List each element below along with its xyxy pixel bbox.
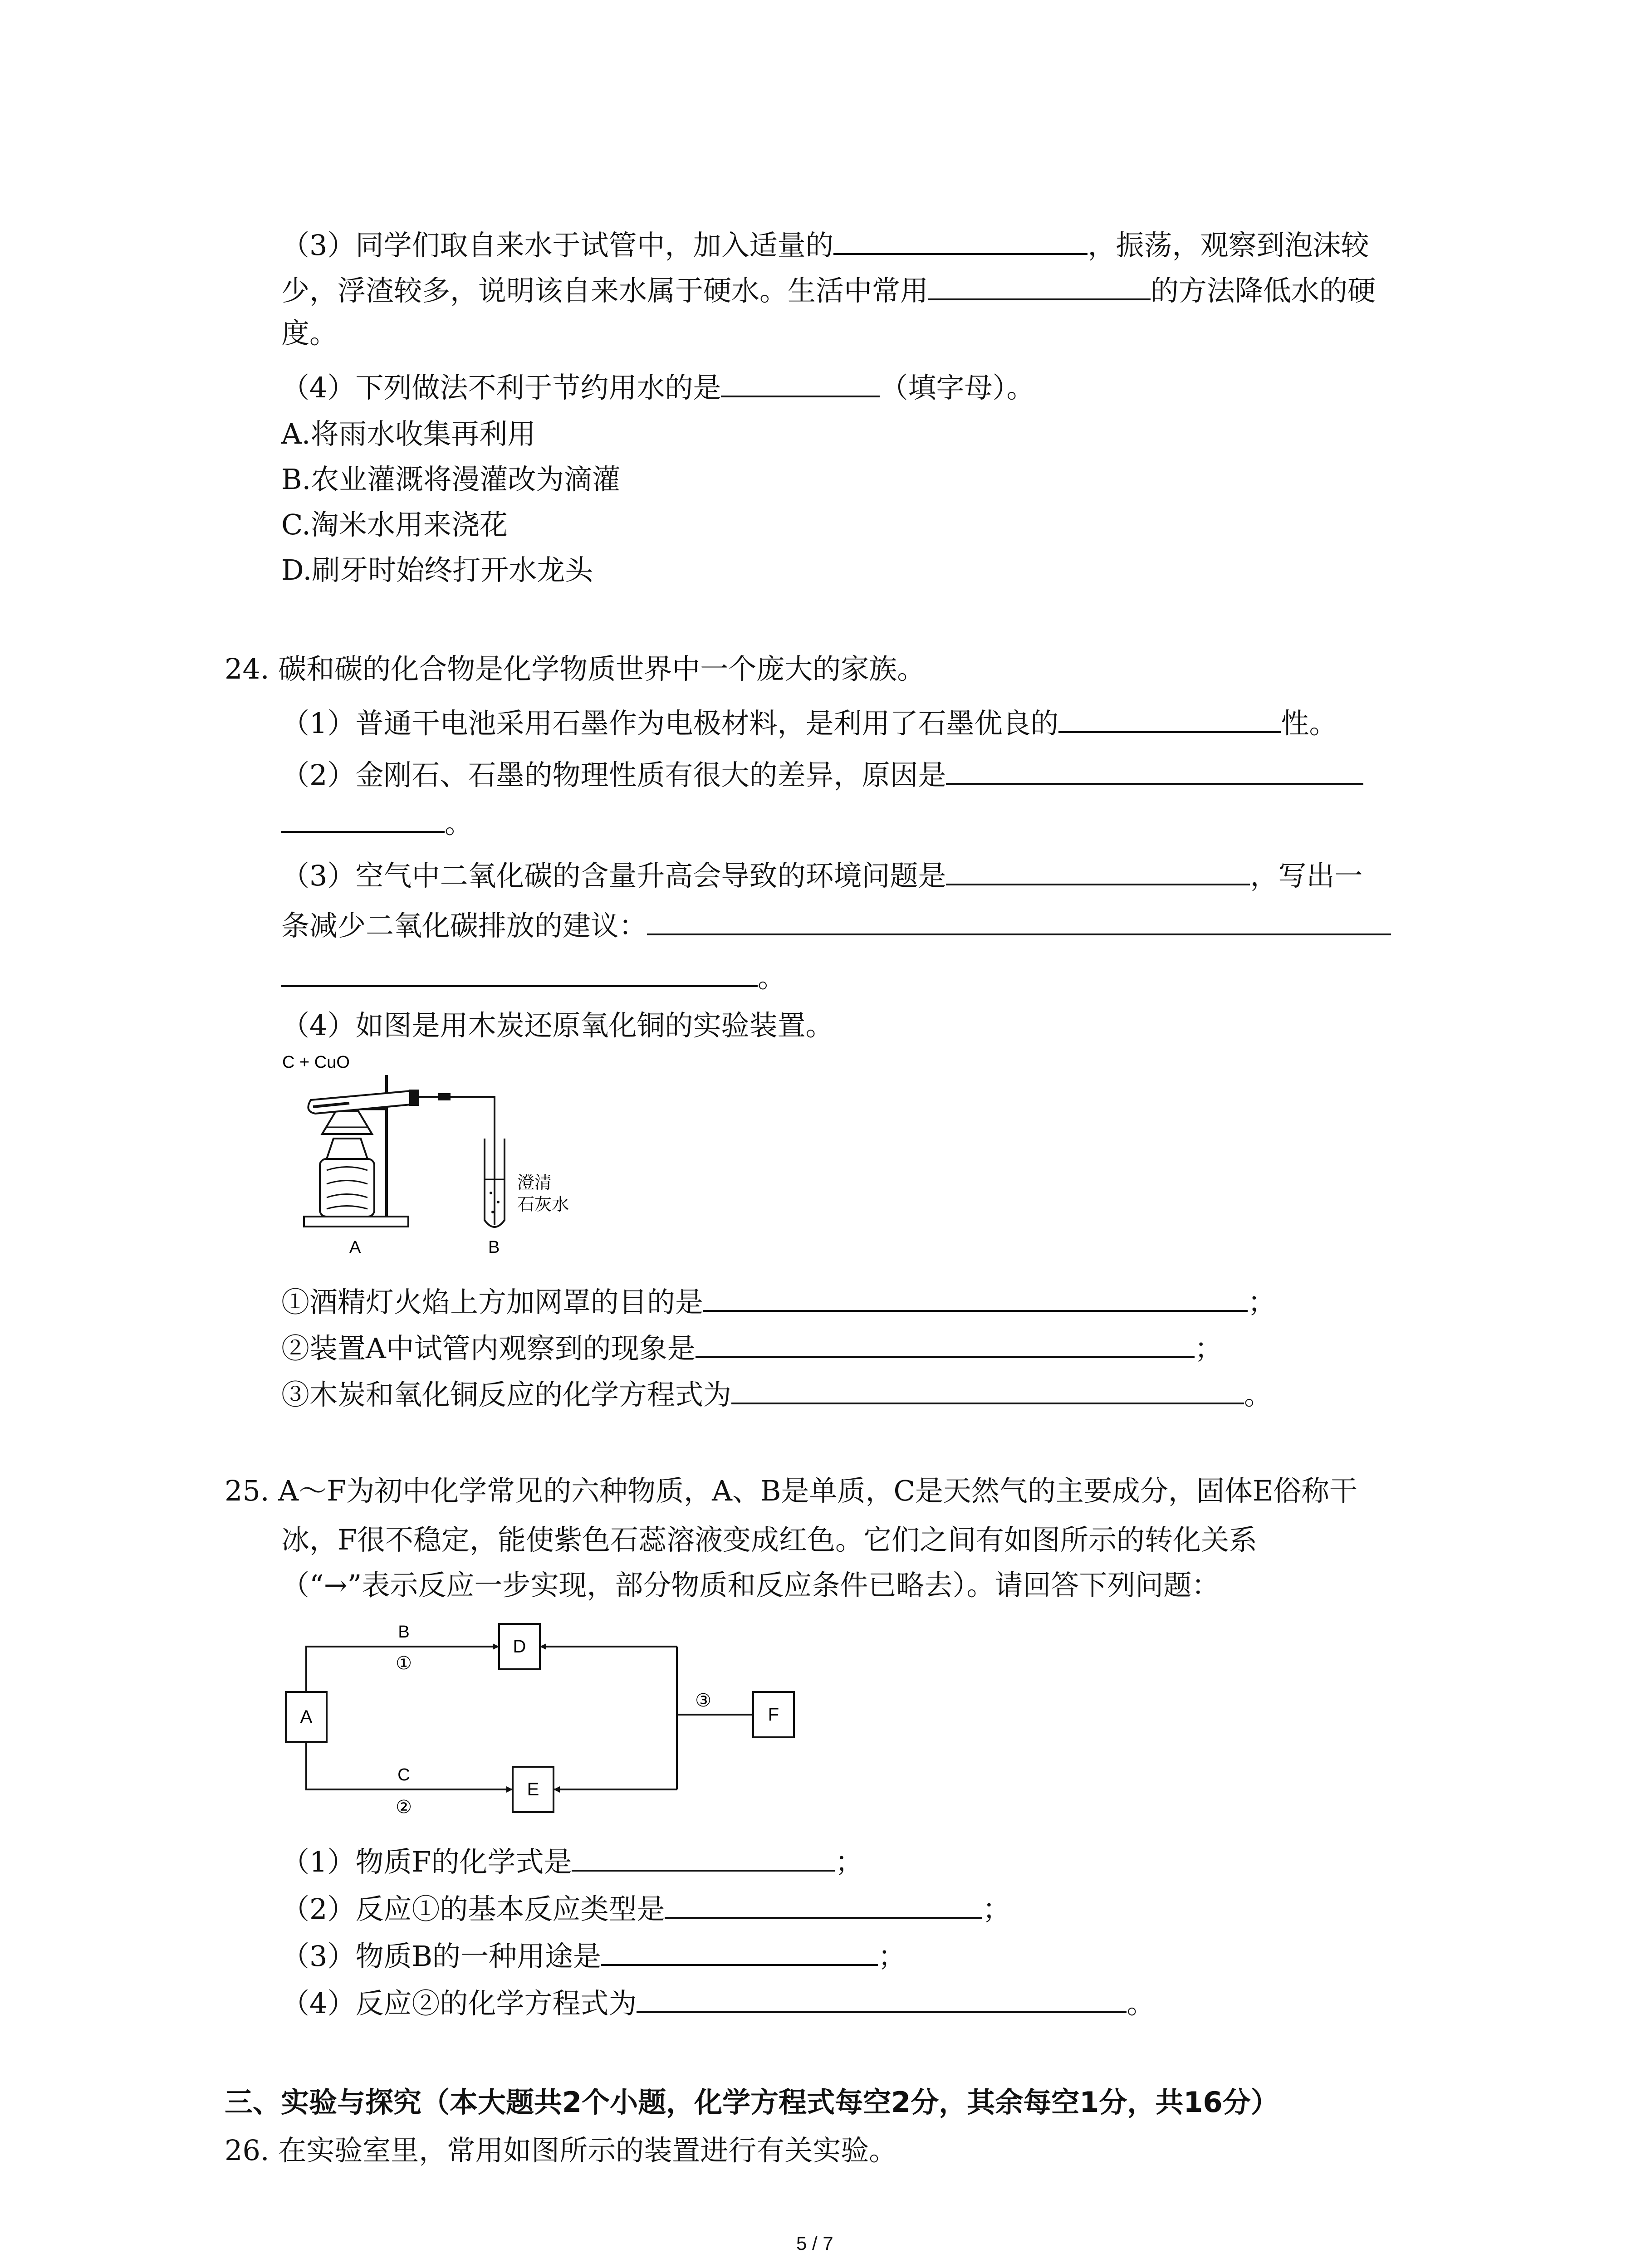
q24-stem: 24. 碳和碳的化合物是化学物质世界中一个庞大的家族。 (225, 652, 926, 685)
answer-blank[interactable] (1058, 703, 1281, 733)
answer-blank[interactable] (647, 905, 1391, 935)
answer-blank[interactable] (601, 1936, 878, 1966)
page-number: 5 / 7 (796, 2233, 833, 2254)
answer-blank[interactable] (731, 1374, 1244, 1404)
q24-part3-line2: 条减少二氧化碳排放的建议： (281, 905, 1391, 943)
answer-blank[interactable] (703, 1282, 1248, 1312)
svg-text:D: D (513, 1637, 526, 1657)
conversion-diagram (281, 1606, 808, 1833)
q25-part2: （2）反应①的基本反应类型是 ； (281, 1889, 1010, 1927)
answer-blank[interactable] (721, 367, 880, 397)
q24-part2-line2: 。 (281, 803, 473, 841)
answer-blank[interactable] (637, 1983, 1127, 2013)
q24-part3-line3: 。 (281, 957, 786, 995)
svg-text:B: B (398, 1623, 410, 1642)
q24-part3-line1: （3）空气中二氧化碳的含量升高会导致的环境问题是 ，写出一 (281, 855, 1362, 894)
q24-sub2: ②装置A中试管内观察到的现象是 ； (281, 1328, 1223, 1366)
svg-text:A: A (300, 1707, 313, 1727)
answer-blank[interactable] (665, 1889, 982, 1919)
q23-part3-line1: （3）同学们取自来水于试管中，加入适量的 ，振荡，观察到泡沫较 (281, 225, 1369, 263)
answer-blank[interactable] (281, 803, 445, 833)
answer-blank[interactable] (696, 1328, 1195, 1358)
q23-option-d: D.刷牙时始终打开水龙头 (281, 553, 593, 587)
answer-blank[interactable] (946, 755, 1363, 785)
svg-text:①: ① (396, 1653, 412, 1673)
q25-part3: （3）物质B的一种用途是 ； (281, 1936, 906, 1974)
section3-title: 三、实验与探究（本大题共2个小题，化学方程式每空2分，其余每空1分，共16分） (225, 2086, 1279, 2119)
q23-option-c: C.淘米水用来浇花 (281, 508, 508, 541)
carbon-reduction-apparatus-figure (281, 1048, 608, 1261)
answer-blank[interactable] (281, 957, 758, 987)
svg-text:F: F (768, 1705, 779, 1725)
q25-part1: （1）物质F的化学式是 ； (281, 1842, 863, 1880)
q25-stem-line2: 冰，F很不稳定，能使紫色石蕊溶液变成红色。它们之间有如图所示的转化关系 (281, 1523, 1258, 1556)
q25-stem-line3: （“→”表示反应一步实现，部分物质和反应条件已略去）。请回答下列问题： (281, 1569, 1220, 1602)
svg-text:C: C (397, 1765, 410, 1784)
svg-text:③: ③ (695, 1691, 711, 1711)
q23-part3-line3: 度。 (281, 317, 338, 350)
svg-text:②: ② (396, 1797, 412, 1817)
q24-part4: （4）如图是用木炭还原氧化铜的实验装置。 (281, 1009, 834, 1042)
q23-option-b: B.农业灌溉将漫灌改为滴灌 (281, 463, 621, 496)
q25-stem-line1: 25. A～F为初中化学常见的六种物质，A、B是单质，C是天然气的主要成分，固体E俗称干 (225, 1474, 1358, 1507)
answer-blank[interactable] (572, 1842, 835, 1872)
svg-text:E: E (527, 1779, 539, 1799)
answer-blank[interactable] (946, 855, 1250, 885)
q23-part4: （4）下列做法不利于节约用水的是 （填字母）。 (281, 367, 1034, 406)
answer-blank[interactable] (928, 270, 1151, 300)
q24-sub1: ①酒精灯火焰上方加网罩的目的是 ； (281, 1282, 1276, 1320)
q24-part1: （1）普通干电池采用石墨作为电极材料，是利用了石墨优良的 性。 (281, 703, 1337, 741)
q24-part2-line1: （2）金刚石、石墨的物理性质有很大的差异，原因是 (281, 755, 1363, 793)
q25-part4: （4）反应②的化学方程式为 。 (281, 1983, 1155, 2021)
q23-option-a: A.将雨水收集再利用 (281, 417, 536, 450)
fig-label-a: A (349, 1238, 361, 1257)
answer-blank[interactable] (833, 225, 1087, 255)
fig-label-limewater-1: 澄清 (517, 1173, 552, 1193)
fig-label-reactants: C + CuO (282, 1053, 350, 1072)
q26-stem: 26. 在实验室里，常用如图所示的装置进行有关实验。 (225, 2134, 897, 2167)
q24-sub3: ③木炭和氧化铜反应的化学方程式为 。 (281, 1374, 1272, 1413)
fig-label-limewater-2: 石灰水 (517, 1195, 569, 1214)
q23-part3-line2: 少，浮渣较多，说明该自来水属于硬水。生活中常用 的方法降低水的硬 (281, 270, 1376, 308)
fig-label-b: B (488, 1238, 500, 1257)
